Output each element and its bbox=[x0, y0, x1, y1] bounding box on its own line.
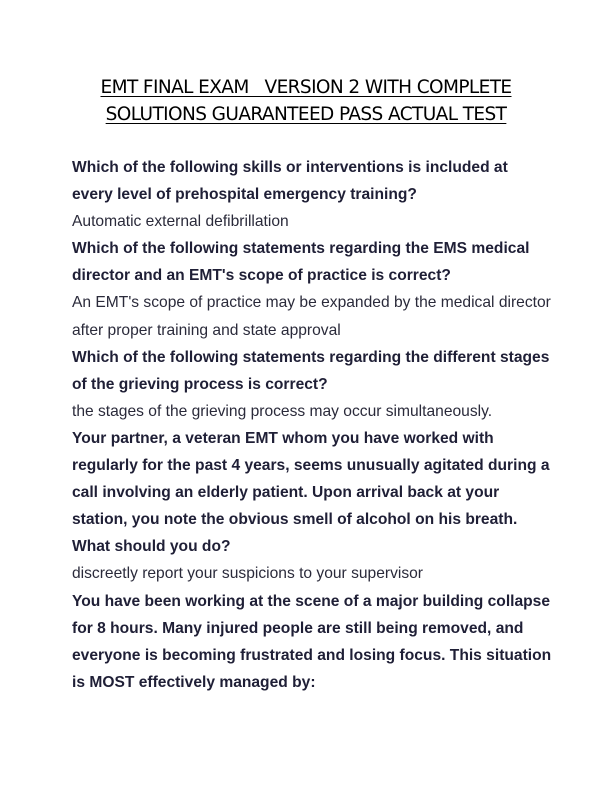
document-title bbox=[60, 74, 552, 128]
title-line-1: EMT FINAL EXAM VERSION 2 WITH COMPLETE bbox=[100, 77, 512, 98]
answer-1: Automatic external defibrillation bbox=[72, 213, 289, 231]
qa-list bbox=[72, 154, 552, 696]
answer-4: discreetly report your suspicions to your supervisor bbox=[72, 565, 424, 583]
answer-2: An EMT's scope of practice may be expanded by the medical director after proper training and state approval bbox=[72, 294, 551, 339]
question-5: You have been working at the scene of a major building collapse for 8 hours. Many injured people are still being removed, and everyone is becoming frustrated and losing focus. This situation is MOST effectively managed by: bbox=[72, 592, 552, 691]
title-line-2: SOLUTIONS GUARANTEED PASS ACTUAL TEST bbox=[105, 104, 507, 125]
question-4: Your partner, a veteran EMT whom you have worked with regularly for the past 4 years, seems unusually agitated during a call involving an elderly patient. Upon arrival back at your station, you note the obvious smell of alcohol on his breath. What should you do? bbox=[72, 429, 550, 556]
question-1: Which of the following skills or interventions is included at every level of prehospital emergency training? bbox=[72, 159, 508, 204]
question-2: Which of the following statements regarding the EMS medical director and an EMT's scope of practice is correct? bbox=[72, 240, 530, 285]
question-3: Which of the following statements regarding the different stages of the grieving process is correct? bbox=[72, 348, 550, 393]
answer-3: the stages of the grieving process may occur simultaneously. bbox=[72, 402, 493, 420]
